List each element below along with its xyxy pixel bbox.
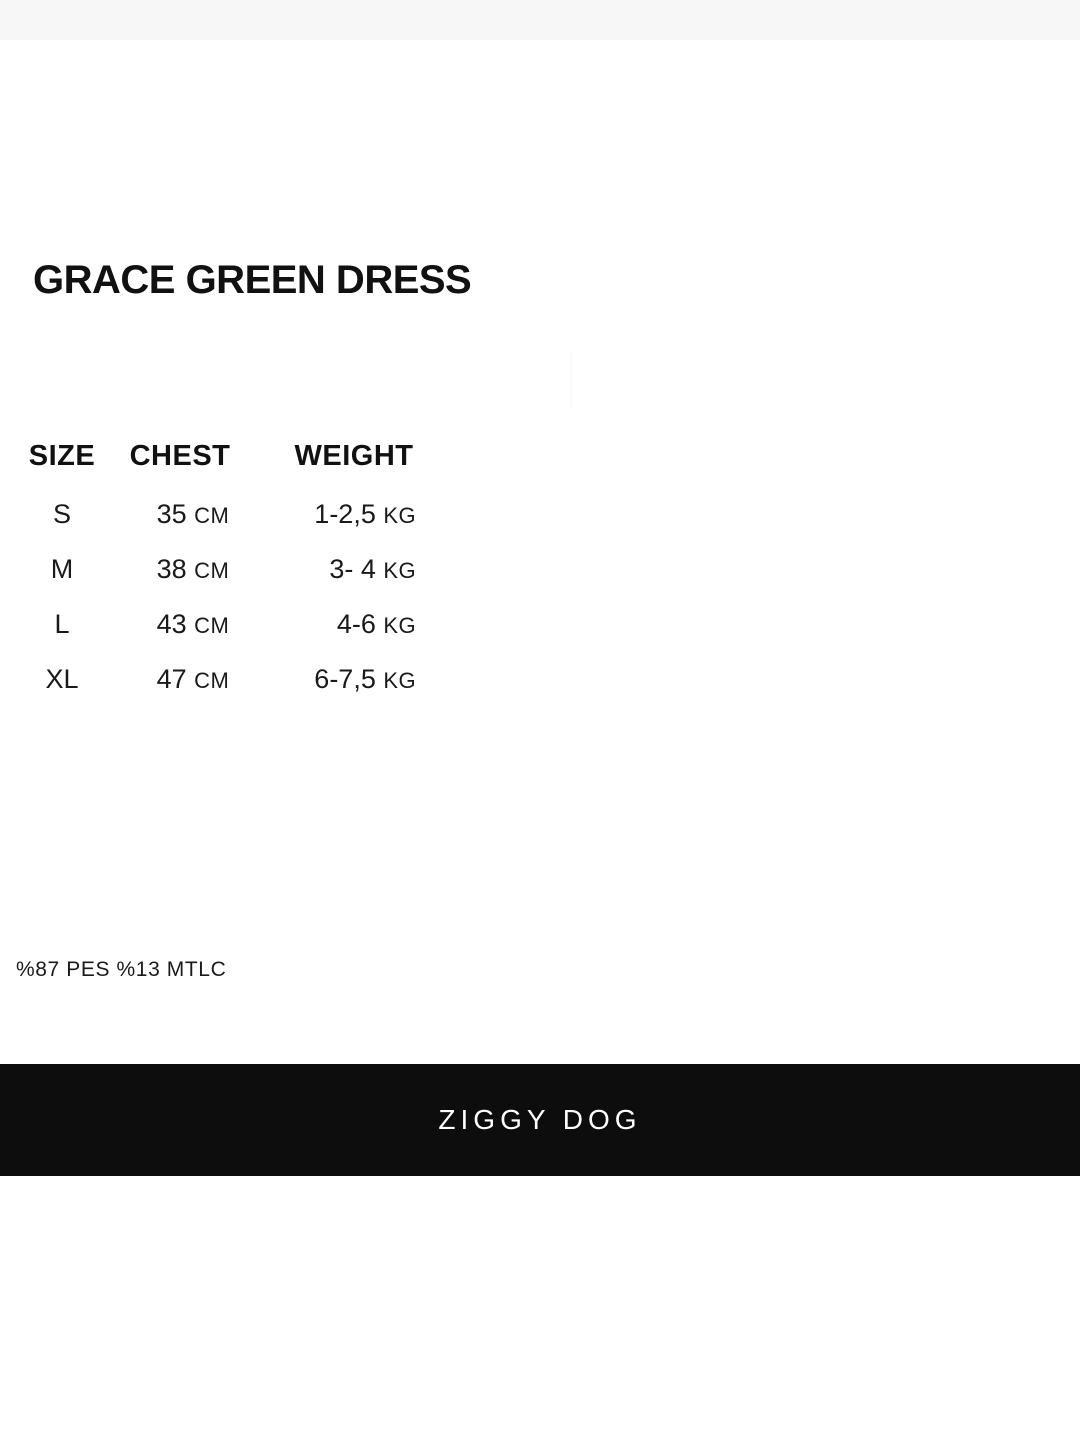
size-chart-table	[20, 440, 452, 719]
cell-chest-value: 38	[156, 554, 187, 584]
cell-weight-unit: KG	[383, 613, 417, 638]
cell-weight	[256, 609, 452, 664]
cell-chest-unit: CM	[194, 503, 230, 528]
footer-bar	[0, 1064, 1080, 1176]
table-row	[20, 499, 452, 554]
table-header-row	[20, 440, 452, 499]
material-composition: %87 PES %13 MTLC	[16, 958, 227, 981]
cell-size: S	[52, 499, 71, 529]
table-row	[20, 609, 452, 664]
table-row	[20, 664, 452, 719]
brand-name: ZIGGY DOG	[438, 1104, 642, 1135]
column-header-weight: WEIGHT	[294, 440, 414, 472]
cell-chest-value: 43	[156, 609, 187, 639]
cell-chest	[104, 554, 256, 609]
column-header-size: SIZE	[28, 440, 96, 472]
decorative-line	[570, 352, 572, 410]
cell-weight	[256, 664, 452, 719]
cell-size: XL	[45, 664, 79, 694]
cell-size: L	[54, 609, 70, 639]
cell-weight-value: 3- 4	[329, 554, 376, 584]
cell-chest	[104, 664, 256, 719]
cell-weight-value: 6-7,5	[314, 664, 376, 694]
column-header-chest: CHEST	[129, 440, 231, 472]
cell-size: M	[50, 554, 74, 584]
top-band	[0, 0, 1080, 40]
cell-weight-value: 1-2,5	[314, 499, 376, 529]
page-title: GRACE GREEN DRESS	[33, 258, 472, 302]
cell-chest-unit: CM	[194, 668, 230, 693]
cell-chest-unit: CM	[194, 613, 230, 638]
cell-weight-unit: KG	[383, 503, 417, 528]
cell-chest-value: 35	[156, 499, 187, 529]
cell-chest-unit: CM	[194, 558, 230, 583]
cell-weight-unit: KG	[383, 558, 417, 583]
cell-chest-value: 47	[156, 664, 187, 694]
cell-weight	[256, 499, 452, 554]
table-row	[20, 554, 452, 609]
cell-chest	[104, 609, 256, 664]
cell-weight-value: 4-6	[336, 609, 376, 639]
cell-weight	[256, 554, 452, 609]
cell-chest	[104, 499, 256, 554]
cell-weight-unit: KG	[383, 668, 417, 693]
